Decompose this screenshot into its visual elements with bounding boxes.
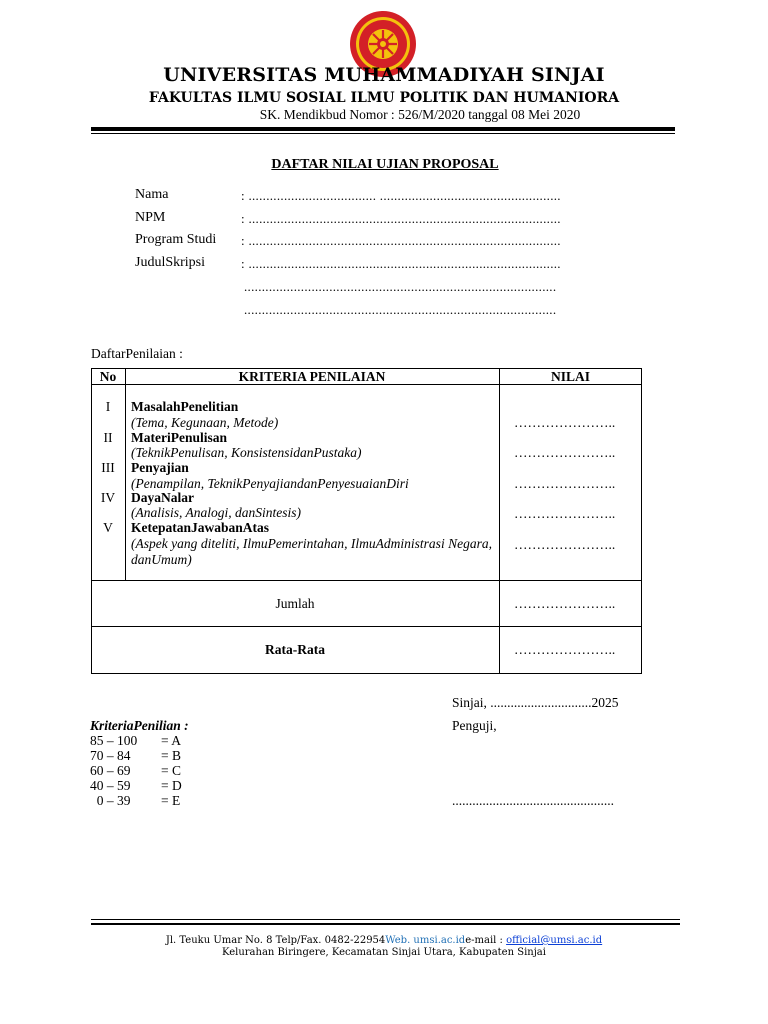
footer-street: Jl. Teuku Umar No. 8 Telp/Fax. 0482-22954 bbox=[165, 935, 386, 946]
score-blank: ………………….. bbox=[514, 537, 616, 552]
assessment-list-label: DaftarPenilaian : bbox=[91, 346, 183, 361]
grade-range: 70 – 84 bbox=[90, 748, 131, 763]
table-row-number: III bbox=[101, 460, 115, 475]
criteria-description: (Analisis, Analogi, danSintesis) bbox=[131, 505, 302, 520]
score-blank: ………………….. bbox=[514, 476, 616, 491]
signature-role: Penguji, bbox=[452, 718, 497, 733]
grading-title: KriteriaPenilian : bbox=[90, 718, 189, 733]
table-row-number: II bbox=[103, 430, 113, 445]
grade-letter: = C bbox=[161, 763, 181, 778]
total-label: Jumlah bbox=[275, 596, 315, 611]
header-rule-thin bbox=[91, 133, 675, 134]
table-header-no: No bbox=[99, 369, 117, 384]
field-value-nama: : .................................... ................................................... bbox=[241, 188, 561, 203]
field-label-judul-skripsi: JudulSkripsi bbox=[135, 255, 206, 270]
footer-email-link[interactable]: official@umsi.ac.id bbox=[506, 935, 603, 946]
score-blank: ………………….. bbox=[514, 506, 616, 521]
table-header-criteria: KRITERIA PENILAIAN bbox=[238, 369, 386, 384]
criteria-description: (TeknikPenulisan, KonsistensidanPustaka) bbox=[131, 445, 362, 460]
footer-address bbox=[0, 935, 768, 946]
criteria-description: (Penampilan, TeknikPenyajiandanPenyesuaianDiri bbox=[131, 476, 409, 491]
grade-range: 40 – 59 bbox=[90, 778, 131, 793]
grade-range: 60 – 69 bbox=[90, 763, 131, 778]
footer-district: Kelurahan Biringere, Kecamatan Sinjai Utara, Kabupaten Sinjai bbox=[222, 947, 546, 958]
table-row-number: I bbox=[105, 399, 111, 414]
average-label: Rata-Rata bbox=[265, 642, 325, 657]
grade-letter: = E bbox=[161, 793, 181, 808]
footer-email-label: e-mail : bbox=[465, 935, 507, 946]
total-score-blank: ………………….. bbox=[514, 596, 616, 611]
signature-line: ................................................ bbox=[452, 793, 614, 808]
criteria-name: Penyajian bbox=[131, 460, 189, 475]
score-blank: ………………….. bbox=[514, 445, 616, 460]
faculty-name: FAKULTAS ILMU SOSIAL ILMU POLITIK DAN HUMANIORA bbox=[148, 90, 620, 106]
university-name: UNIVERSITAS MUHAMMADIYAH SINJAI bbox=[163, 64, 605, 86]
field-value-judul-skripsi: : ........................................................................................ bbox=[241, 256, 561, 271]
grade-letter: = B bbox=[161, 748, 181, 763]
header-rule-thick bbox=[91, 127, 675, 131]
criteria-description: (Aspek yang diteliti, IlmuPemerintahan, IlmuAdministrasi Negara, danUmum) bbox=[131, 536, 492, 567]
criteria-name: DayaNalar bbox=[131, 490, 194, 505]
table-row-number: V bbox=[103, 520, 113, 535]
signature-place-date: Sinjai, ..............................2025 bbox=[452, 695, 619, 710]
field-title-continuation-2: ........................................................................................ bbox=[244, 302, 557, 317]
criteria-description: (Tema, Kegunaan, Metode) bbox=[131, 415, 279, 430]
field-label-program-studi: Program Studi bbox=[135, 232, 217, 247]
decree-line: SK. Mendikbud Nomor : 526/M/2020 tanggal 08 Mei 2020 bbox=[259, 107, 581, 122]
field-label-nama: Nama bbox=[135, 187, 169, 202]
field-label-npm: NPM bbox=[135, 210, 166, 225]
document-title: DAFTAR NILAI UJIAN PROPOSAL bbox=[271, 157, 499, 172]
footer-rule-thin bbox=[91, 919, 680, 920]
grade-letter: = D bbox=[161, 778, 182, 793]
table-row-number: IV bbox=[100, 490, 116, 505]
criteria-name: KetepatanJawabanAtas bbox=[131, 520, 270, 535]
average-score-blank: ………………….. bbox=[514, 642, 616, 657]
criteria-name: MateriPenulisan bbox=[131, 430, 227, 445]
table-header-score: NILAI bbox=[550, 369, 590, 384]
footer-rule-thick bbox=[91, 923, 680, 925]
footer-website[interactable]: Web. umsi.ac.id bbox=[385, 935, 466, 946]
field-value-npm: : ........................................................................................ bbox=[241, 211, 561, 226]
score-blank: ………………….. bbox=[514, 415, 616, 430]
grade-range: 85 – 100 bbox=[90, 733, 138, 748]
grade-letter: = A bbox=[161, 733, 181, 748]
field-title-continuation-1: ........................................................................................ bbox=[244, 279, 557, 294]
field-value-program-studi: : ........................................................................................ bbox=[241, 233, 561, 248]
criteria-name: MasalahPenelitian bbox=[131, 399, 239, 414]
grade-range: 0 – 39 bbox=[90, 793, 131, 808]
